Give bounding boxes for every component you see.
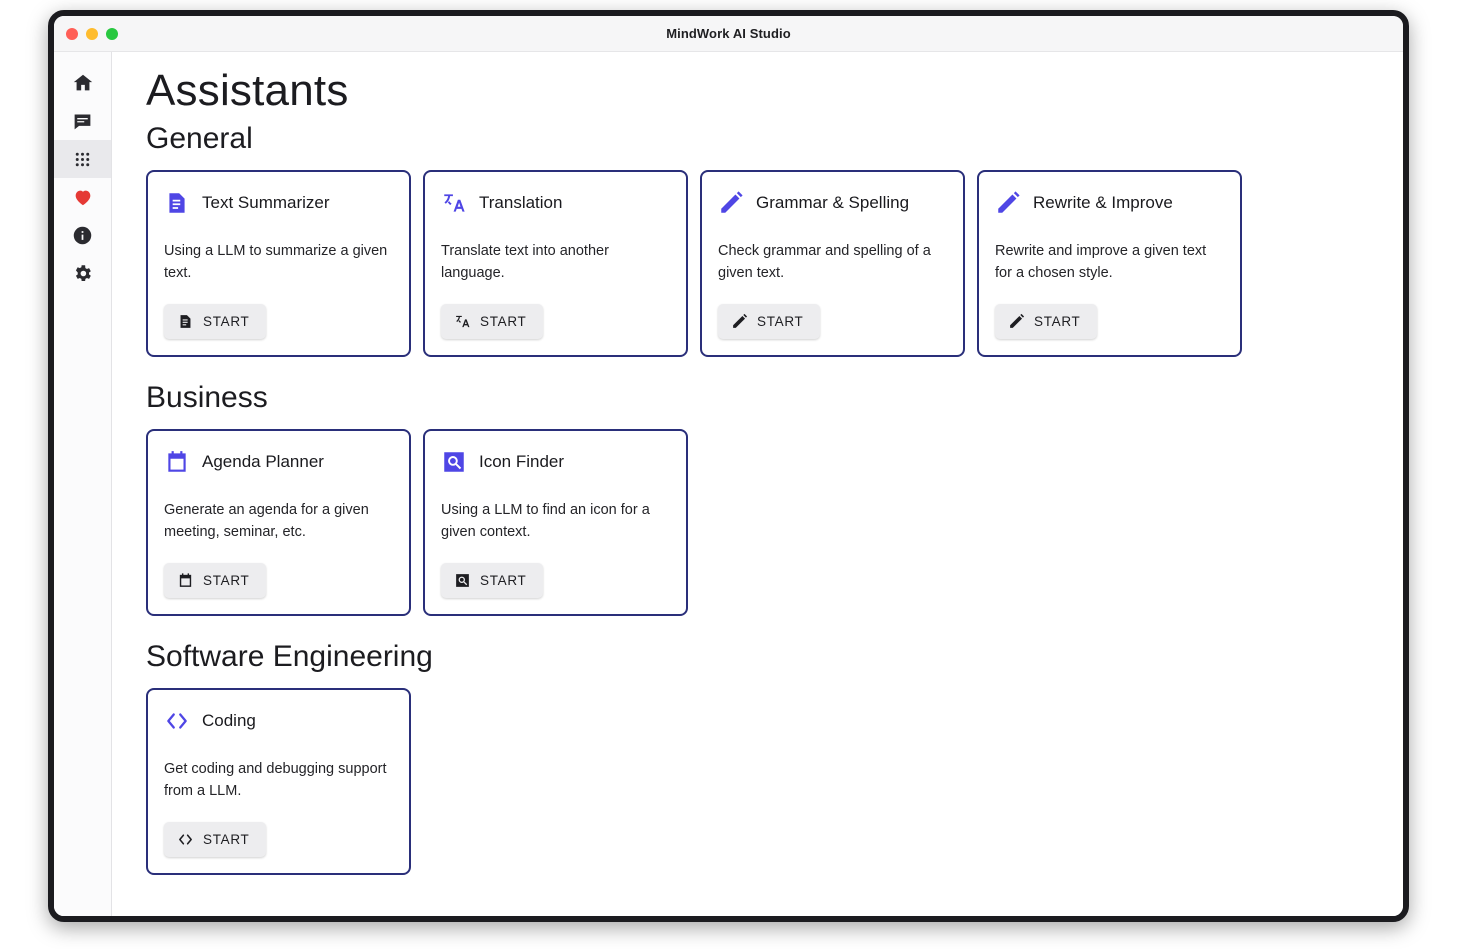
group-title: Business <box>146 381 268 414</box>
image-search-icon <box>454 572 471 589</box>
maximize-window-button[interactable] <box>106 28 118 40</box>
page-title: Assistants <box>146 66 349 115</box>
card-title: Agenda Planner <box>202 452 324 471</box>
group-title: Software Engineering <box>146 640 433 673</box>
gear-icon <box>72 263 93 284</box>
heart-icon <box>72 186 94 208</box>
translate-icon <box>441 190 467 216</box>
card-row <box>146 429 1373 616</box>
card-title: Icon Finder <box>479 452 565 471</box>
card-description: Using a LLM to summarize a given text. <box>164 243 388 282</box>
window-titlebar <box>54 16 1403 52</box>
pencil-icon <box>731 313 748 330</box>
calendar-icon <box>177 572 194 589</box>
card-description: Using a LLM to find an icon for a given context. <box>441 502 650 541</box>
sidebar-item-home[interactable] <box>54 64 111 102</box>
card-header <box>441 186 670 220</box>
assistant-card-icon-finder[interactable] <box>423 429 688 616</box>
assistant-group-software-engineering <box>146 640 1373 875</box>
app-body <box>54 52 1403 916</box>
assistant-card-rewrite-improve[interactable] <box>977 170 1242 357</box>
card-header <box>718 186 947 220</box>
main-content <box>112 52 1403 916</box>
card-description: Check grammar and spelling of a given text. <box>718 243 931 282</box>
pencil-icon <box>995 190 1021 216</box>
card-row <box>146 688 1373 875</box>
minimize-window-button[interactable] <box>86 28 98 40</box>
code-brackets-icon <box>177 831 194 848</box>
card-title: Rewrite & Improve <box>1033 193 1173 212</box>
card-header <box>441 445 670 479</box>
start-button-label: START <box>203 832 250 847</box>
sidebar-item-chat[interactable] <box>54 102 111 140</box>
window-title: MindWork AI Studio <box>666 26 791 41</box>
app-window <box>48 10 1409 922</box>
pencil-icon <box>1008 313 1025 330</box>
group-title: General <box>146 122 253 155</box>
info-icon <box>72 225 93 246</box>
start-button[interactable] <box>441 304 543 339</box>
sidebar <box>54 52 112 916</box>
assistant-card-text-summarizer[interactable] <box>146 170 411 357</box>
card-header <box>995 186 1224 220</box>
card-header <box>164 186 393 220</box>
calendar-icon <box>164 449 190 475</box>
start-button[interactable] <box>164 822 266 857</box>
home-icon <box>72 72 94 94</box>
window-controls[interactable] <box>66 28 118 40</box>
grid-apps-icon <box>72 149 93 170</box>
start-button-label: START <box>757 314 804 329</box>
card-title: Text Summarizer <box>202 193 330 212</box>
assistant-card-coding[interactable] <box>146 688 411 875</box>
chat-bubble-icon <box>72 111 93 132</box>
start-button-label: START <box>203 573 250 588</box>
assistant-card-agenda-planner[interactable] <box>146 429 411 616</box>
start-button[interactable] <box>164 304 266 339</box>
image-search-icon <box>441 449 467 475</box>
assistant-group-business <box>146 381 1373 616</box>
card-row <box>146 170 1373 357</box>
assistant-card-translation[interactable] <box>423 170 688 357</box>
start-button-label: START <box>480 314 527 329</box>
document-text-icon <box>177 313 194 330</box>
code-brackets-icon <box>164 708 190 734</box>
pencil-icon <box>718 190 744 216</box>
document-text-icon <box>164 190 190 216</box>
sidebar-item-supporters[interactable] <box>54 178 111 216</box>
card-description: Generate an agenda for a given meeting, seminar, etc. <box>164 502 369 541</box>
start-button[interactable] <box>441 563 543 598</box>
sidebar-item-assistants[interactable] <box>54 140 111 178</box>
card-description: Translate text into another language. <box>441 243 609 282</box>
close-window-button[interactable] <box>66 28 78 40</box>
sidebar-item-settings[interactable] <box>54 254 111 292</box>
start-button-label: START <box>1034 314 1081 329</box>
card-header <box>164 445 393 479</box>
start-button[interactable] <box>995 304 1097 339</box>
start-button[interactable] <box>718 304 820 339</box>
card-description: Rewrite and improve a given text for a chosen style. <box>995 243 1207 282</box>
translate-icon <box>454 313 471 330</box>
card-title: Translation <box>479 193 563 212</box>
card-description: Get coding and debugging support from a LLM. <box>164 761 387 800</box>
assistant-group-general <box>146 122 1373 357</box>
start-button-label: START <box>480 573 527 588</box>
card-title: Coding <box>202 711 256 730</box>
sidebar-item-about[interactable] <box>54 216 111 254</box>
card-header <box>164 704 393 738</box>
start-button-label: START <box>203 314 250 329</box>
start-button[interactable] <box>164 563 266 598</box>
assistant-card-grammar-spelling[interactable] <box>700 170 965 357</box>
card-title: Grammar & Spelling <box>756 193 910 212</box>
